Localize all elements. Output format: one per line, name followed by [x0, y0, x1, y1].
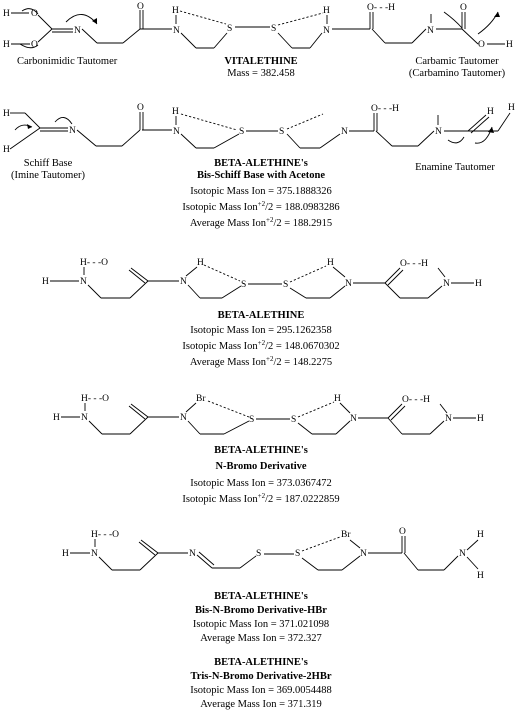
atom-o: O	[31, 9, 38, 19]
iso-mass-ion: Isotopic Mass Ion = 371.021098	[192, 619, 330, 630]
atom-h: H	[53, 413, 60, 423]
atom-n: N	[173, 26, 180, 36]
structure-vitalethine	[3, 2, 513, 50]
mass-vitalethine: Mass = 382.458	[227, 68, 295, 79]
atom-h: H	[172, 107, 179, 117]
label-carbonimidic-tautomer: Carbonimidic Tautomer	[17, 56, 118, 67]
atom-h: H	[172, 6, 179, 16]
atom-h: H	[475, 279, 482, 289]
label-schiff-base: Schiff Base	[23, 158, 73, 169]
atom-h: H	[477, 571, 484, 581]
atom-h: H	[327, 258, 334, 268]
avg-mass-ion: Average Mass Ion = 371.319	[200, 699, 322, 710]
hbond-label: O- - -H	[367, 3, 395, 13]
atom-h: H	[477, 530, 484, 540]
title-beta-alethine: BETA-ALETHINE	[217, 310, 305, 321]
atom-n: N	[445, 414, 452, 424]
atom-s: S	[256, 549, 262, 559]
iso-mass-ion: Isotopic Mass Ion = 295.1262358	[190, 325, 332, 336]
atom-n: N	[69, 126, 76, 136]
atom-o: O	[137, 103, 144, 113]
structure-beta-alethine	[42, 258, 482, 298]
atom-s: S	[279, 127, 285, 137]
atom-o: O	[460, 3, 467, 13]
atom-n: N	[74, 26, 81, 36]
structure-bis-n-bromo	[62, 527, 484, 581]
title-beta-alethine-bis-bromo: BETA-ALETHINE's	[214, 591, 308, 602]
atom-n: N	[345, 279, 352, 289]
iso-mass-ion-2: Isotopic Mass Ion$^{+2}$/2 = 148.0670302	[182, 339, 340, 352]
title-beta-alethine-schiff: BETA-ALETHINE's	[214, 158, 308, 169]
atom-s: S	[239, 127, 245, 137]
atom-s: S	[249, 415, 255, 425]
iso-mass-ion: Isotopic Mass Ion = 375.1888326	[190, 186, 332, 197]
subtitle-tris-n-bromo: Tris-N-Bromo Derivative-2HBr	[190, 671, 332, 682]
atom-o: O	[399, 527, 406, 537]
structure-bis-schiff-base	[3, 103, 515, 155]
atom-h: H	[323, 6, 330, 16]
atom-o: O	[137, 2, 144, 12]
atom-n: N	[459, 549, 466, 559]
hbond-label: O- - -H	[400, 259, 428, 269]
atom-h: H	[334, 394, 341, 404]
subtitle-n-bromo: N-Bromo Derivative	[215, 461, 307, 472]
atom-h: H	[506, 40, 513, 50]
atom-h: H	[487, 107, 494, 117]
atom-n: N	[173, 127, 180, 137]
atom-n: N	[91, 549, 98, 559]
atom-s: S	[227, 24, 233, 34]
atom-n: N	[341, 127, 348, 137]
atom-n: N	[189, 549, 196, 559]
title-beta-alethine-tris-bromo: BETA-ALETHINE's	[214, 657, 308, 668]
hbond-label: O- - -H	[402, 395, 430, 405]
atom-n: N	[427, 26, 434, 36]
title-vitalethine: VITALETHINE	[224, 56, 298, 67]
title-beta-alethine-bromo: BETA-ALETHINE's	[214, 445, 308, 456]
iso-mass-ion: Isotopic Mass Ion = 373.0367472	[190, 478, 332, 489]
avg-mass-ion-2: Average Mass Ion$^{+2}$/2 = 188.2915	[189, 216, 333, 229]
label-enamine-tautomer: Enamine Tautomer	[415, 162, 495, 173]
iso-mass-ion: Isotopic Mass Ion = 369.0054488	[190, 685, 332, 696]
atom-h: H	[42, 277, 49, 287]
atom-br: Br	[196, 394, 206, 404]
hbond-label: H- - -O	[81, 394, 109, 404]
hbond-label: O- - -H	[371, 104, 399, 114]
atom-br: Br	[341, 530, 351, 540]
atom-h: H	[3, 9, 10, 19]
label-carbamino-tautomer: (Carbamino Tautomer)	[408, 68, 506, 79]
atom-h: H	[3, 40, 10, 50]
avg-mass-ion: Average Mass Ion = 372.327	[200, 633, 322, 644]
atom-s: S	[295, 549, 301, 559]
atom-h: H	[197, 258, 204, 268]
atom-n: N	[360, 549, 367, 559]
hbond-label: H- - -O	[91, 530, 119, 540]
label-carbamic-tautomer: Carbamic Tautomer	[415, 56, 499, 67]
atom-o: O	[478, 40, 485, 50]
atom-h: H	[3, 109, 10, 119]
atom-s: S	[241, 280, 247, 290]
subtitle-bis-schiff-base: Bis-Schiff Base with Acetone	[196, 170, 326, 181]
atom-h: H	[508, 103, 515, 113]
label-imine-tautomer: (Imine Tautomer)	[10, 170, 86, 181]
atom-n: N	[80, 277, 87, 287]
atom-n: N	[180, 413, 187, 423]
atom-n: N	[81, 413, 88, 423]
iso-mass-ion-2: Isotopic Mass Ion$^{+2}$/2 = 188.0983286	[182, 200, 340, 213]
atom-h: H	[477, 414, 484, 424]
atom-h: H	[62, 549, 69, 559]
atom-n: N	[443, 279, 450, 289]
atom-n: N	[323, 26, 330, 36]
atom-s: S	[283, 280, 289, 290]
atom-h: H	[3, 145, 10, 155]
avg-mass-ion-2: Average Mass Ion$^{+2}$/2 = 148.2275	[189, 355, 333, 368]
hbond-label: H- - -O	[80, 258, 108, 268]
atom-n: N	[350, 414, 357, 424]
atom-s: S	[271, 24, 277, 34]
atom-n: N	[180, 277, 187, 287]
subtitle-bis-n-bromo: Bis-N-Bromo Derivative-HBr	[195, 605, 327, 616]
atom-n: N	[435, 127, 442, 137]
iso-mass-ion-2: Isotopic Mass Ion$^{+2}$/2 = 187.0222859	[182, 492, 340, 505]
structure-n-bromo	[53, 394, 484, 434]
atom-s: S	[291, 415, 297, 425]
atom-o: O	[31, 40, 38, 50]
